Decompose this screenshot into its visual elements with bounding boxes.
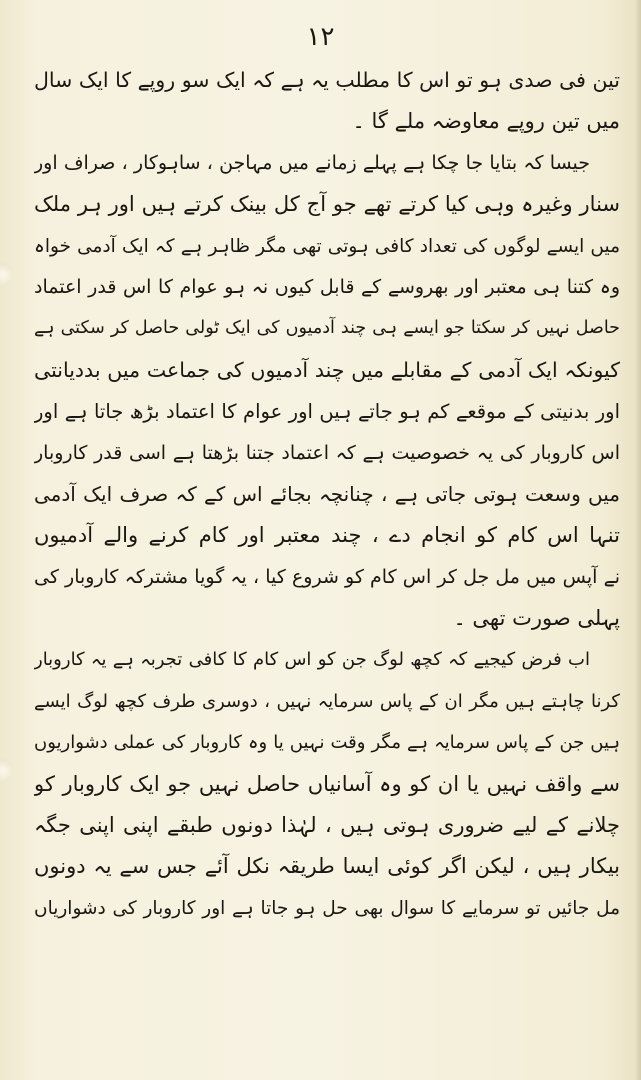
text-line: تنہا اس کام کو انجام دے ، چند معتبر اور کام کرنے والے آدمیوں <box>34 523 620 548</box>
text-line: اور بدنیتی کے موقعے کم ہو جاتے ہیں اور عوام کا اعتماد بڑھ جاتا ہے اور <box>34 400 620 424</box>
text-line: اب فرض کیجیے کہ کچھ لوگ جن کو اس کام کا کافی تجربہ ہے یہ کاروبار <box>34 649 590 671</box>
binding-hole <box>0 262 12 288</box>
text-line: کیونکہ ایک آدمی کے مقابلے میں چند آدمیوں کی جماعت میں بددیانتی <box>34 357 620 382</box>
text-line: مل جائیں تو سرمایے کا سوال بھی حل ہو جاتا ہے اور کاروبار کی دشواریاں <box>34 897 620 919</box>
binding-hole <box>0 758 12 784</box>
text-line: میں وسعت ہوتی جاتی ہے ، چنانچہ بجائے اس کے کہ صرف ایک آدمی <box>34 481 620 506</box>
text-line: وہ کتنا ہی معتبر اور بھروسے کے قابل کیوں نہ ہو عوام کا اس قدر اعتماد <box>34 275 620 298</box>
text-line: میں تین روپے معاوضہ ملے گا ۔ <box>352 109 620 134</box>
text-line: اس کاروبار کی یہ خصوصیت ہے کہ اعتماد جتنا بڑھتا ہے اسی قدر کاروبار <box>34 441 620 464</box>
text-line: پہلی صورت تھی ۔ <box>453 606 620 631</box>
page-body-text <box>34 60 620 929</box>
page-edge-shadow <box>635 0 641 1080</box>
text-line: جیسا کہ بتایا جا چکا ہے پہلے زمانے میں مہاجن ، ساہوکار ، صراف اور <box>34 151 590 174</box>
text-line: حاصل نہیں کر سکتا جو ایسے ہی چند آدمیوں کی ایک ٹولی حاصل کر سکتی ہے <box>34 318 620 339</box>
text-line: تین فی صدی ہو تو اس کا مطلب یہ ہے کہ ایک سو روپے کا ایک سال <box>34 68 620 92</box>
text-line: بیکار ہیں ، لیکن اگر کوئی ایسا طریقہ نکل آئے جس سے یہ دونوں <box>34 854 620 879</box>
text-line: ہیں جن کے پاس سرمایہ ہے مگر وقت نہیں یا وہ کاروبار کی عملی دشواریوں <box>34 732 620 754</box>
text-line: کرنا چاہتے ہیں مگر ان کے پاس سرمایہ نہیں ، دوسری طرف کچھ لوگ ایسے <box>34 690 620 712</box>
text-line: چلانے کے لیے ضروری ہوتی ہیں ، لہٰذا دونوں طبقے اپنی اپنی جگہ <box>34 813 620 838</box>
text-line: نے آپس میں مل جل کر اس کام کو شروع کیا ، یہ گویا مشترکہ کاروبار کی <box>34 565 620 588</box>
text-line: سنار وغیرہ وہی کیا کرتے تھے جو آج کل بینک کرتے ہیں اور ہر ملک <box>34 192 620 217</box>
text-line: سے واقف نہیں یا ان کو وہ آسانیاں حاصل نہیں جو ایک کاروبار کو <box>34 771 620 796</box>
page-number: ۱۲ <box>306 22 335 52</box>
text-line: میں ایسے لوگوں کی تعداد کافی ہوتی تھی مگر ظاہر ہے کہ ایک آدمی خواہ <box>34 235 620 257</box>
